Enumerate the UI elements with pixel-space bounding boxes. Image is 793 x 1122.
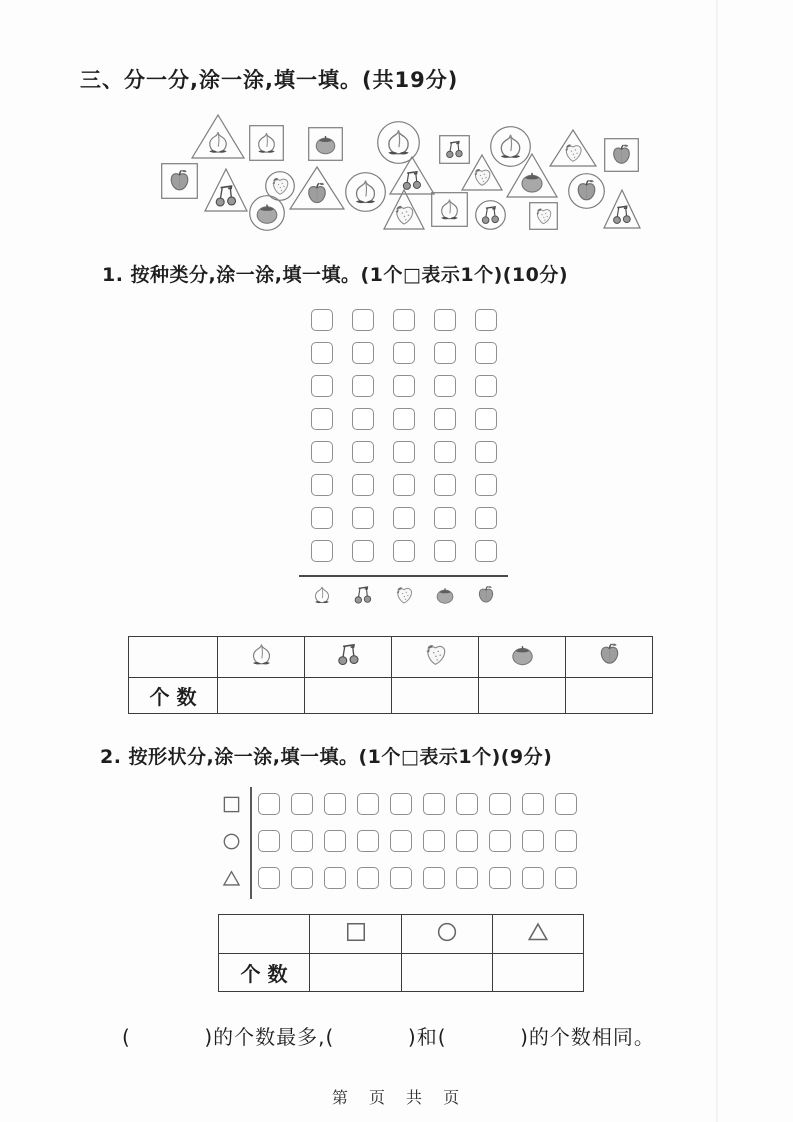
q1-tally-cell (434, 408, 456, 430)
q2-header-square (310, 915, 402, 954)
triangle-tomato-icon (506, 153, 558, 198)
triangle-icon (222, 869, 241, 888)
q1-header-strawberry (392, 637, 479, 678)
apple-icon (475, 584, 497, 606)
triangle-peach-icon (191, 114, 245, 159)
q1-tally-cell (393, 309, 415, 331)
q2-tally-cell (258, 793, 280, 815)
q1-tally-cell (434, 375, 456, 397)
cherry-icon (352, 584, 374, 606)
q1-tally-grid (311, 309, 497, 562)
q2-tally-cell (258, 867, 280, 889)
section-title: 三、分一分,涂一涂,填一填。(共19分) (80, 68, 459, 92)
q1-count-label: 个数 (129, 678, 218, 714)
q1-tally-cell (475, 474, 497, 496)
q1-header-tomato (479, 637, 566, 678)
q2-tally-cell (522, 793, 544, 815)
circle-peach-icon (345, 172, 386, 212)
q2-tally-cell (489, 830, 511, 852)
q2-tally-cell (357, 793, 379, 815)
q1-tally-cell (311, 507, 333, 529)
q1-tally-cell (393, 342, 415, 364)
q1-tally-cell (393, 408, 415, 430)
circle-cherry-icon (475, 200, 506, 230)
q1-count-value (305, 678, 392, 714)
q1-tally-cell (475, 342, 497, 364)
triangle-cherry-icon (204, 168, 248, 212)
q1-count-value (479, 678, 566, 714)
q2-header-circle (402, 915, 493, 954)
circle-peach-icon (377, 121, 420, 164)
q2-tally-cell (291, 867, 313, 889)
square-icon (222, 795, 241, 814)
triangle-strawberry-icon (461, 154, 503, 191)
circle-apple-icon (568, 173, 605, 209)
q1-tally-cell (311, 408, 333, 430)
q2-count-table (218, 914, 584, 992)
triangle-cherry-icon (603, 189, 641, 229)
q2-count-value (493, 954, 584, 992)
q2-tally-cell (555, 830, 577, 852)
q2-tally-row-square (258, 793, 577, 815)
q1-header-peach (218, 637, 305, 678)
q1-tally-cell (475, 507, 497, 529)
q1-corner-cell (129, 637, 218, 678)
q2-tally-row-circle (258, 830, 577, 852)
q1-tally-cell (475, 540, 497, 562)
circle-icon (222, 832, 241, 851)
square-tomato-icon (308, 127, 343, 161)
q1-tally-cell (434, 507, 456, 529)
q2-tally-cell (357, 867, 379, 889)
q2-divider-line (250, 787, 252, 899)
q1-tally-cell (311, 375, 333, 397)
q1-tally-cell (434, 474, 456, 496)
q1-tally-cell (311, 342, 333, 364)
q1-header-apple (566, 637, 653, 678)
q2-tally-cell (291, 830, 313, 852)
square-peach-icon (249, 125, 284, 161)
q1-tally-cell (393, 375, 415, 397)
q2-tally-cell (390, 867, 412, 889)
q2-tally-cell (324, 867, 346, 889)
q1-count-value (392, 678, 479, 714)
cherry-icon (335, 641, 362, 668)
q2-tally-cell (423, 793, 445, 815)
q1-tally-cell (352, 540, 374, 562)
q2-corner-cell (219, 915, 310, 954)
q2-count-value (402, 954, 493, 992)
q1-count-table (128, 636, 653, 714)
q1-tally-cell (393, 474, 415, 496)
fill-in-sentence: ( )的个数最多,( )和( )的个数相同。 (122, 1025, 655, 1049)
q2-tally-cell (390, 793, 412, 815)
square-cherry-icon (439, 135, 470, 164)
q2-header-triangle (493, 915, 584, 954)
q1-tally-cell (434, 441, 456, 463)
q2-tally-cell (555, 793, 577, 815)
peach-icon (248, 641, 275, 668)
triangle-strawberry-icon (383, 189, 425, 230)
q2-tally-cell (522, 867, 544, 889)
q1-tally-cell (311, 540, 333, 562)
circle-strawberry-icon (265, 171, 295, 201)
tomato-icon (509, 641, 536, 668)
q2-tally-cell (291, 793, 313, 815)
q1-tally-cell (352, 441, 374, 463)
square-apple-icon (161, 163, 198, 199)
circle-peach-icon (490, 126, 531, 167)
q2-count-value (310, 954, 402, 992)
square-apple-icon (604, 138, 639, 172)
q1-tally-cell (434, 342, 456, 364)
q2-tally-row-triangle (258, 867, 577, 889)
q2-tally-cell (324, 793, 346, 815)
peach-icon (311, 584, 333, 606)
q1-tally-cell (475, 375, 497, 397)
q1-tally-cell (352, 375, 374, 397)
page-footer: 第 页 共 页 (331, 1088, 462, 1107)
q1-tally-cell (311, 474, 333, 496)
q2-count-label: 个数 (219, 954, 310, 992)
q2-tally-cell (489, 867, 511, 889)
square-peach-icon (431, 192, 468, 227)
q2-tally-cell (390, 830, 412, 852)
q1-tally-cell (352, 507, 374, 529)
q1-tally-cell (352, 309, 374, 331)
q2-tally-cell (423, 867, 445, 889)
triangle-icon (527, 921, 549, 943)
q1-tally-cell (434, 309, 456, 331)
q1-tally-cell (475, 441, 497, 463)
q1-tally-cell (311, 441, 333, 463)
q2-title: 2. 按形状分,涂一涂,填一填。(1个□表示1个)(9分) (100, 746, 553, 768)
q1-count-value (218, 678, 305, 714)
scan-edge-line (716, 0, 718, 1122)
q1-tally-cell (352, 342, 374, 364)
triangle-apple-icon (289, 166, 345, 210)
circle-icon (436, 921, 458, 943)
q2-tally-cell (456, 830, 478, 852)
q2-tally-cell (324, 830, 346, 852)
triangle-cherry-icon (389, 156, 435, 195)
q1-tally-cell (475, 408, 497, 430)
tomato-icon (434, 584, 456, 606)
q1-count-value (566, 678, 653, 714)
strawberry-icon (393, 584, 415, 606)
q1-tally-cell (393, 441, 415, 463)
square-strawberry-icon (529, 202, 558, 230)
q2-tally-cell (555, 867, 577, 889)
q1-title: 1. 按种类分,涂一涂,填一填。(1个□表示1个)(10分) (102, 264, 569, 286)
q1-header-cherry (305, 637, 392, 678)
q2-tally-cell (456, 793, 478, 815)
circle-tomato-icon (249, 195, 285, 231)
q1-baseline (299, 575, 508, 577)
square-icon (345, 921, 367, 943)
strawberry-icon (422, 641, 449, 668)
triangle-strawberry-icon (549, 129, 597, 167)
q2-tally-cell (423, 830, 445, 852)
q1-tally-cell (434, 540, 456, 562)
q1-tally-cell (352, 408, 374, 430)
q2-tally-cell (456, 867, 478, 889)
q1-tally-cell (393, 540, 415, 562)
q1-tally-cell (393, 507, 415, 529)
q2-tally-cell (357, 830, 379, 852)
q2-tally-cell (522, 830, 544, 852)
q1-tally-cell (311, 309, 333, 331)
apple-icon (596, 641, 623, 668)
q2-tally-cell (258, 830, 280, 852)
q1-tally-cell (475, 309, 497, 331)
q1-tally-cell (352, 474, 374, 496)
q2-tally-cell (489, 793, 511, 815)
